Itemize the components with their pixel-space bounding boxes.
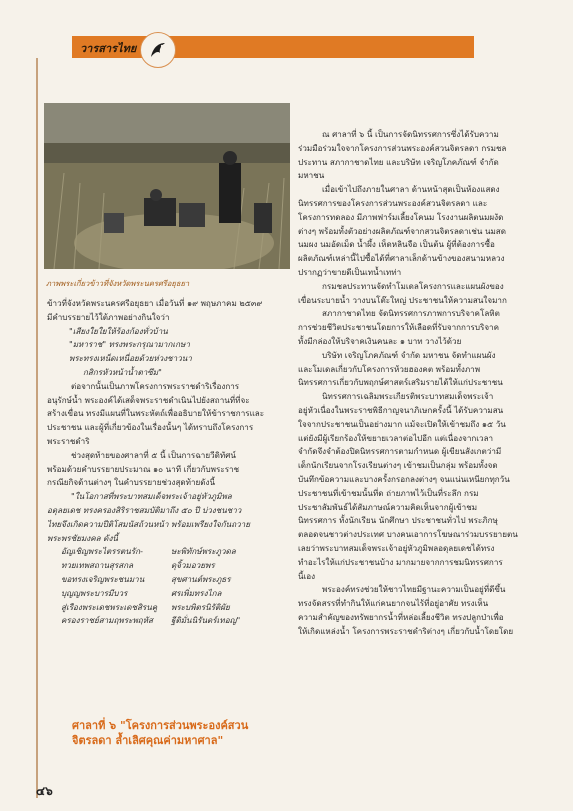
paragraph: นมผง นมอัดเม็ด น้ำผึ้ง เห็ดหลินจือ เป็นต้น ผู้ที่ต้องการซื้อ: [298, 239, 495, 250]
paragraph: บันทึกข้อความและบางครั้งกรอกลงต่างๆ จนแน่นเหนียกทุกวัน: [298, 473, 510, 484]
left-margin-rule: [36, 58, 38, 798]
poem-verse: ศรเพิ่มทรงไกล: [171, 587, 222, 598]
paragraph: มีคำบรรยายไว้ใต้ภาพอย่างกินใจว่า: [47, 311, 170, 322]
left-column: [47, 297, 283, 628]
paragraph: การช่วยชีวิตประชาชนโดยการให้เลือดที่รับจากการบริจาค: [298, 322, 500, 333]
quote-line: พระพรชัยมงคล ดังนี้: [47, 532, 118, 543]
paragraph: ประชาชน และผู้ที่เกี่ยวข้องในเรื่องนั้นๆ ได้ทราบถึงโครงการ: [47, 422, 254, 433]
paragraph: ให้เกิดแหล่งน้ำ โครงการพระราชดำริต่างๆ เกี่ยวกับน้ำโดยโดย: [298, 625, 514, 636]
paragraph: กรณียกิจด้านต่างๆ ในคำบรรยายช่วงสุดท้ายดังนี้: [47, 477, 216, 488]
paragraph: บริษัท เจริญโภคภัณฑ์ จำกัด มหาชน จัดทำแผนผัง: [322, 349, 496, 360]
paragraph: ช่วงสุดท้ายของศาลาที่ ๕ นี้ เป็นการฉายวีดิทัศน์: [71, 449, 236, 460]
quote-line: "มหาราช" ทรงพระกรุณามากเกษา: [69, 339, 190, 350]
photo-caption: ภาพพระเกี่ยวข้าวที่จังหวัดพระนครศรีอยุธยา: [46, 279, 190, 288]
paragraph: ประชาสัมพันธ์ได้สัมภาษณ์ความคิดเห็นจากผู้เข้าชม: [298, 501, 478, 512]
paragraph: โครงการทดลอง มีภาพฟาร์มเลี้ยงโคนม โรงงานผลิตนมผงัด: [298, 211, 504, 222]
paragraph: ใจจากประชาชนเป็นอย่างมาก แม้จะเปิดให้เข้าชมถึง ๑๕ วัน: [298, 418, 506, 429]
section-heading: ศาลาที่ ๖ "โครงการส่วนพระองค์สวนจิตรลดา ล้ำเลิศคุณค่ามหาศาล": [72, 719, 249, 747]
paragraph: ผลิตภัณฑ์เหล่านี้ไปซื้อได้ที่ศาลาเล็กด้านข้างของสนามหลวง: [298, 253, 505, 264]
paragraph: ประทาน สภากาชาดไทย และบริษัท เจริญโภคภัณฑ์ จำกัด: [298, 156, 499, 167]
paragraph: ทรงจัดสรรที่ทำกินให้แก่คนยากจนไร้ที่อยู่อาศัย ทรงเห็น: [298, 598, 489, 609]
paragraph: แต่ยังมีผู้เรียกร้องให้ขยายเวลาต่อไปอีก แต่เนื่องจากเวลา: [298, 432, 494, 443]
quote-line: พระทรงเหน็ดเหนื่อยด้วยห่วงชาวนา: [69, 353, 192, 364]
paragraph: เมื่อเข้าไปถึงภายในศาลา ด้านหน้าสุดเป็นห้องแสดง: [322, 184, 500, 195]
paragraph: ทำอะไรให้แก่ประชาชนบ้าง มากมายจากการชมนิทรรศการ: [298, 556, 503, 567]
paragraph: นิทรรศการของโครงการส่วนพระองค์สวนจิตรลดา และ: [298, 197, 488, 208]
poem-line: [47, 587, 283, 601]
poem-verse: สู่เรืองพระเดชพระเดชสิรนคู: [61, 601, 158, 612]
magazine-title: วารสารไทย: [80, 42, 137, 55]
poem-verse: ดุจิ้วมอวยพร: [171, 560, 215, 571]
paragraph: นี้เอง: [298, 570, 316, 581]
paragraph: อยู่หัวเนื่องในพระราชพิธีกาญจนาภิเษกครั้งนี้ ได้รับความสน: [298, 404, 504, 415]
poem-verse: บุญญพระบารมีบวร: [61, 587, 128, 598]
paragraph: เด็กนักเรียนจากโรงเรียนต่างๆ เข้าชมเป็นกลุ่ม พร้อมทั้งจด: [298, 460, 498, 471]
paragraph: อนุรักษ์น้ำ พระองค์ได้เสด็จพระราชดำเนินไปยังสถานที่ที่จะ: [47, 394, 250, 405]
paragraph: ณ ศาลาที่ ๖ นี้ เป็นการจัดนิทรรศการซึ่งได้รับความ: [322, 129, 499, 139]
right-column: [298, 128, 532, 638]
paragraph: และโมเดลเกี่ยวกับโครงการห้วยฮองคต พร้อมทั้งภาพ: [298, 363, 481, 374]
rice-harvest-photo: [44, 103, 290, 269]
paragraph: กรมชลประทานจัดทำโมเดลโครงการและแผนผังของ: [322, 280, 504, 291]
poem-verse: สุขศานต์พระภูธร: [171, 573, 231, 584]
poem-verse: พระบพิตรนิรัติผัย: [171, 601, 230, 612]
poem-line: [47, 545, 283, 559]
paragraph: ทั้งมีกล่องให้บริจาคเงินคนละ ๑ บาท วางไว้ด้วย: [298, 335, 462, 346]
paragraph: นิทรรศการ ทั้งนักเรียน นักศึกษา ประชาชนทั่วไป พระภิกษุ: [298, 515, 498, 526]
quote-line: กสิกรหัวหน้าน้ำตาซึม": [83, 366, 162, 377]
poem-line: [47, 559, 283, 573]
paragraph: ข้าวที่จังหวัดพระนครศรีอยุธยา เมื่อวันที่ ๑๙ พฤษภาคม ๒๕๓๙: [47, 298, 263, 308]
poem-verse: ขอทรงเจริญพระชนมาน: [61, 573, 145, 584]
paragraph: นิทรรศการเฉลิมพระเกียรติพระบาทสมเด็จพระเจ้า: [322, 391, 494, 402]
paragraph: พระองค์ทรงช่วยให้ชาวไทยมีฐานะความเป็นอยู่ที่ดีขึ้น: [322, 584, 506, 595]
paragraph: สภากาชาดไทย จัดนิทรรศการภาพการบริจาคโลหิต: [322, 308, 500, 319]
poem-verse: ครองราชย์สามฤพระพฤหัส: [61, 615, 153, 626]
poem-verse: ษะพิทักษ์พระภูวดล: [171, 546, 236, 557]
page-number: ๔๖: [36, 784, 53, 798]
paragraph: ร่วมมือร่วมใจจากโครงการส่วนพระองค์สวนจิตรลดา กรมชล: [298, 142, 507, 153]
paragraph: เขื่อนระบายน้ำ วางบนโต๊ะใหญ่ ประชาชนให้ความสนใจมาก: [298, 294, 507, 305]
paragraph: สร้างเขื่อน ทรงมีแผนที่ในพระหัตถ์เพื่ออธิบายให้ข้าราชการและ: [47, 408, 265, 419]
poem-verse: ฐีติมั่นนิรันดร์เทอญ": [171, 615, 241, 626]
paragraph: พระราชดำริ: [47, 435, 90, 446]
magazine-logo-icon: [140, 32, 176, 68]
poem-line: [47, 601, 283, 615]
paragraph: พร้อมด้วยคำบรรยายประมาณ ๑๐ นาที เกี่ยวกับพระราช: [47, 463, 240, 474]
quote-line: ไทยจึงเกิดความปีติโสมนัสถ้วนหน้า พร้อมเพรียงใจกันถวาย: [47, 518, 250, 529]
paragraph: มหาชน: [298, 170, 325, 181]
paragraph: ต่างๆ พร้อมทั้งตัวอย่างผลิตภัณฑ์จากสวนจิตรลดาเช่น นมสด: [298, 225, 507, 236]
paragraph: ปรากฏว่าขายดีเป็นเทน้ำเทท่า: [298, 266, 402, 277]
paragraph: ต่อจากนั้นเป็นภาพโครงการพระราชดำริเรื่องการ: [71, 380, 240, 391]
poem-line: [47, 573, 283, 587]
poem-verse: ทวยเทพสถานสุรสกล: [61, 560, 134, 571]
quote-line: "ในโอกาสที่พระบาทสมเด็จพระเจ้าอยู่หัวภูมิพล: [71, 491, 232, 502]
paragraph: ตลอดจนชาวต่างประเทศ บางคนเอาการโฆษณาร่วมบรรยายตน: [298, 529, 518, 540]
paragraph: จำกัดจึงจำต้องปิดนิทรรศการตามกำหนด ผู้เขียนสังเกตว่ามี: [298, 446, 502, 457]
poem-verse: อัญเชิญพระไตรรตนรัก-: [61, 546, 143, 557]
poem-line: [47, 614, 283, 628]
paragraph: ประชาชนที่เข้าชมนั้นที่ด ถ่ายภาพไว้เป็นที่ระลึก กรม: [298, 487, 479, 498]
quote-line: "เสียงใยใยให้ร้องก้องทั่วบ้าน: [69, 325, 168, 336]
paragraph: เลยว่าพระบาทสมเด็จพระเจ้าอยู่หัวภูมิพลอดุลยเดชได้ทรง: [298, 542, 495, 553]
paragraph: ความสำคัญของทรัพยากรน้ำที่หล่อเลี้ยงชีวิต ทรงปลูกป่าเพื่อ: [298, 611, 504, 622]
paragraph: นิทรรศการเกี่ยวกับพฤกษ์ศาสตร์เสริมรายได้ให้แก่ประชาชน: [298, 377, 503, 388]
quote-line: อดุลยเดช ทรงครองสิริราชสมบัติมาถึง ๕๐ ปี บ่วงชนชาว: [47, 504, 242, 515]
